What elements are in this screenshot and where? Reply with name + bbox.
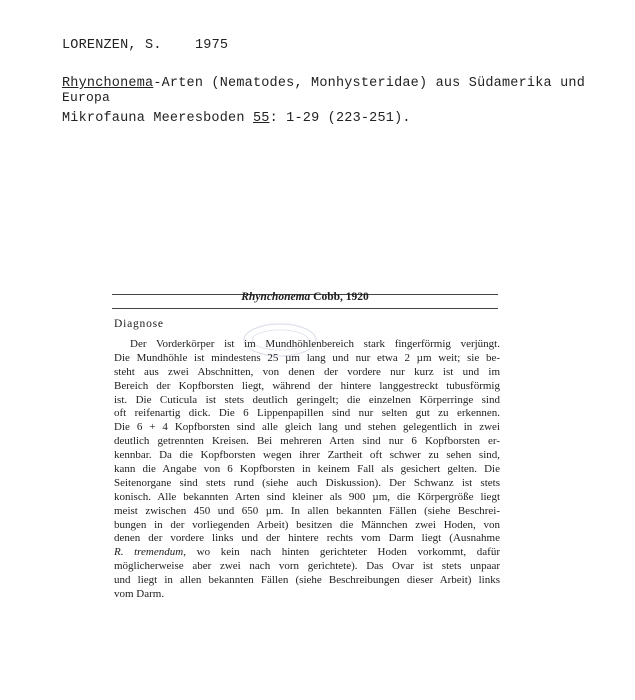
text-line: kennbar. Da die Kopfborsten wegen ihrer Zartheit oft schwer zu sehen sind, [114, 449, 500, 462]
excerpt-bottom-rule [112, 308, 498, 309]
citation-title-genus: Rhynchonema [62, 76, 154, 91]
text-line: steht aus zwei Abschnitten, von denen der vordere nur kurz ist und im [114, 365, 500, 378]
citation-journal-volume: 55 [252, 111, 270, 126]
text-line: ist. Die Cuticula ist stets deutlich geringelt; die einzelnen Körperringe sind [114, 393, 500, 406]
text-line: bungen in der vorliegenden Arbeit) besitzen die Männchen zwei Hoden, von [114, 518, 500, 531]
text-line: kann die Angabe von 6 Kopfborsten in keinem Fall als gesichert gelten. Die [114, 463, 500, 476]
text-line: Der Vorderkörper ist im Mundhöhlenbereich stark fingerförmig verjüngt. [130, 338, 500, 350]
citation-title-rest: -Arten (Nematodes, Monhysteridae) aus Südamerika und [153, 76, 585, 91]
citation-journal-name: Mikrofauna Meeresboden [62, 111, 245, 126]
citation-author: LORENZEN, S. [62, 38, 162, 53]
citation-year: 1975 [195, 38, 229, 53]
text-line: Seitenorgane sind stets rund (siehe auch Diskussion). Der Schwanz ist stets [114, 476, 500, 489]
text-line: denen der vordere links und der hintere rechts vom Darm liegt (Ausnahme [114, 532, 500, 545]
text-line: konisch. Alle bekannten Arten sind kleiner als 900 µm, die Körpergröße liegt [114, 490, 500, 503]
citation-title-line-2: Europa [62, 90, 111, 105]
citation-title-line-1 [62, 76, 585, 91]
excerpt-heading [100, 291, 510, 303]
text-line: R. tremendum, wo kein nach hinten gerichteter Hoden vorkommt, dafür [114, 546, 500, 559]
species-name: R. tremendum [114, 546, 184, 559]
excerpt-heading-genus: Rhynchonema [241, 291, 311, 303]
text-line: Die 6 + 4 Kopfborsten sind alle gleich lang und stehen gelegentlich in zwei [114, 421, 500, 434]
citation-journal [62, 111, 411, 126]
text-line: Die Mundhöhle ist mindestens 25 µm lang und nur etwa 2 µm weit; sie be- [114, 351, 500, 364]
section-label-diagnose: Diagnose [114, 318, 164, 330]
diagnose-paragraph [114, 338, 500, 602]
text-line: deutlich getrennten Kreisen. Bei mehreren Arten sind nur 6 Kopfborsten er- [114, 435, 500, 448]
text-line: und liegt in allen bekannten Fällen (siehe Beschreibungen dieser Arbeit) links [114, 574, 500, 587]
printed-excerpt [100, 280, 510, 618]
excerpt-heading-author: Cobb, 1920 [310, 291, 369, 303]
text-line: oft reifenartig dick. Die 6 Lippenpapillen sind nur selten gut zu erkennen. [114, 407, 500, 420]
text-line: vom Darm. [114, 588, 165, 601]
citation-journal-pages: : 1-29 (223-251). [269, 111, 411, 126]
text-line: möglicherweise aber zwei nach vorn gerichtete). Das Ovar ist stets unpaar [114, 560, 500, 573]
text-line: Bereich der Kopfborsten liegt, während der hintere langgestreckt tubusförmig [114, 379, 500, 392]
text-line: meist zwischen 450 und 650 µm. In allen bekannten Fällen (siehe Beschrei- [114, 504, 500, 517]
